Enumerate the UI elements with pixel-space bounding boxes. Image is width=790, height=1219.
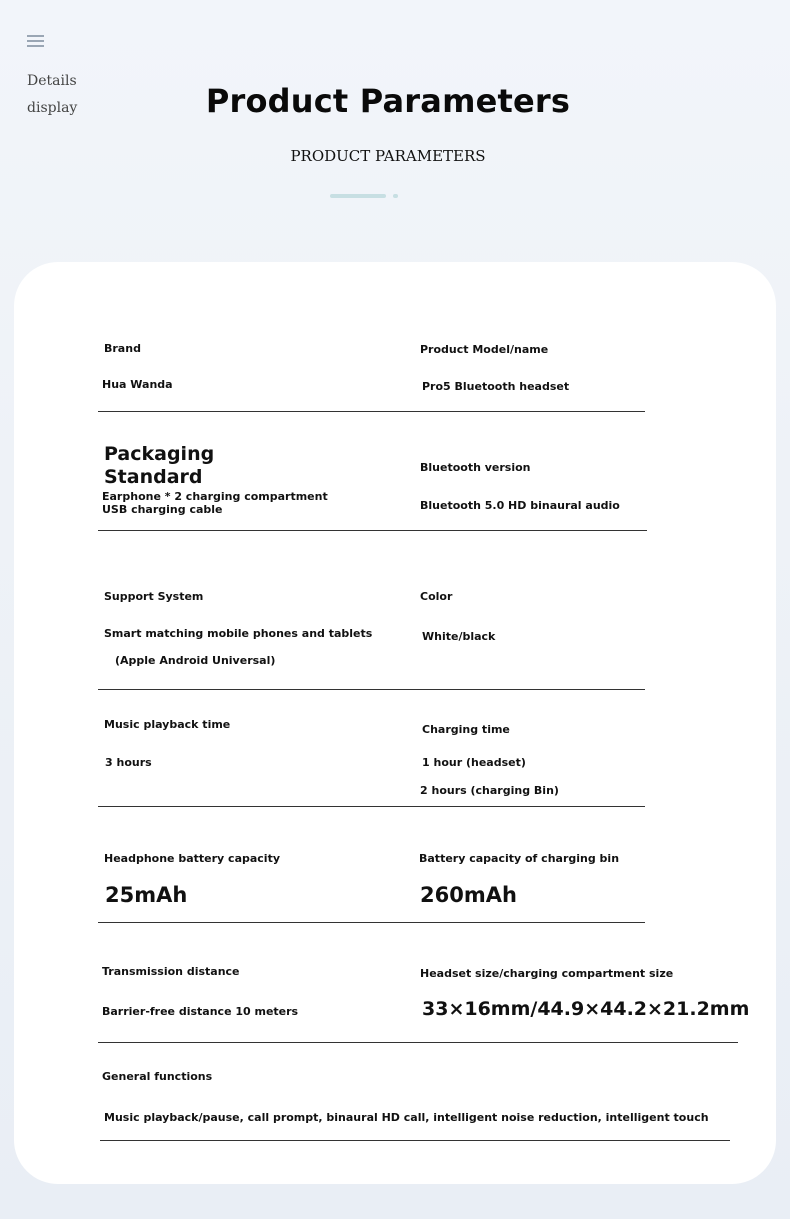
size-value: 33×16mm/44.9×44.2×21.2mm <box>422 998 750 1020</box>
title-underline-dot <box>393 194 398 198</box>
model-label: Product Model/name <box>420 343 549 356</box>
hamburger-menu-icon[interactable] <box>27 35 44 47</box>
page-subtitle: PRODUCT PARAMETERS <box>290 147 486 165</box>
row-divider <box>98 530 647 531</box>
distance-label: Transmission distance <box>102 965 240 978</box>
display-label: display <box>27 100 78 116</box>
details-label: Details <box>27 73 77 89</box>
headphone-battery-label: Headphone battery capacity <box>104 852 281 865</box>
page-title: Product Parameters <box>205 82 571 120</box>
bluetooth-value: Bluetooth 5.0 HD binaural audio <box>420 499 620 512</box>
brand-value: Hua Wanda <box>102 378 173 391</box>
functions-value: Music playback/pause, call prompt, binaural HD call, intelligent noise reduction, intelligent touch <box>104 1111 709 1124</box>
color-value: White/black <box>422 630 496 643</box>
functions-label: General functions <box>102 1070 213 1083</box>
support-value-line2: (Apple Android Universal) <box>115 654 276 667</box>
row-divider <box>100 1140 730 1141</box>
support-value-line1: Smart matching mobile phones and tablets <box>104 627 373 640</box>
bluetooth-label: Bluetooth version <box>420 461 531 474</box>
distance-value: Barrier-free distance 10 meters <box>102 1005 299 1018</box>
parameters-card <box>14 262 776 1184</box>
packaging-value: Earphone * 2 charging compartment USB charging cable <box>102 490 328 516</box>
size-label: Headset size/charging compartment size <box>420 967 674 980</box>
row-divider <box>98 1042 738 1043</box>
color-label: Color <box>420 590 453 603</box>
row-divider <box>98 922 645 923</box>
row-divider <box>98 689 645 690</box>
charging-time-label: Charging time <box>422 723 510 736</box>
music-time-value: 3 hours <box>105 756 152 769</box>
charging-time-value-line2: 2 hours (charging Bin) <box>420 784 559 797</box>
title-underline-bar <box>330 194 386 198</box>
brand-label: Brand <box>104 342 141 355</box>
packaging-label: Packaging Standard <box>104 443 215 488</box>
bin-battery-value: 260mAh <box>420 883 517 907</box>
bin-battery-label: Battery capacity of charging bin <box>419 852 620 865</box>
music-time-label: Music playback time <box>104 718 231 731</box>
row-divider <box>98 411 645 412</box>
headphone-battery-value: 25mAh <box>105 883 188 907</box>
model-value: Pro5 Bluetooth headset <box>422 380 570 393</box>
support-label: Support System <box>104 590 204 603</box>
row-divider <box>98 806 645 807</box>
charging-time-value-line1: 1 hour (headset) <box>422 756 526 769</box>
